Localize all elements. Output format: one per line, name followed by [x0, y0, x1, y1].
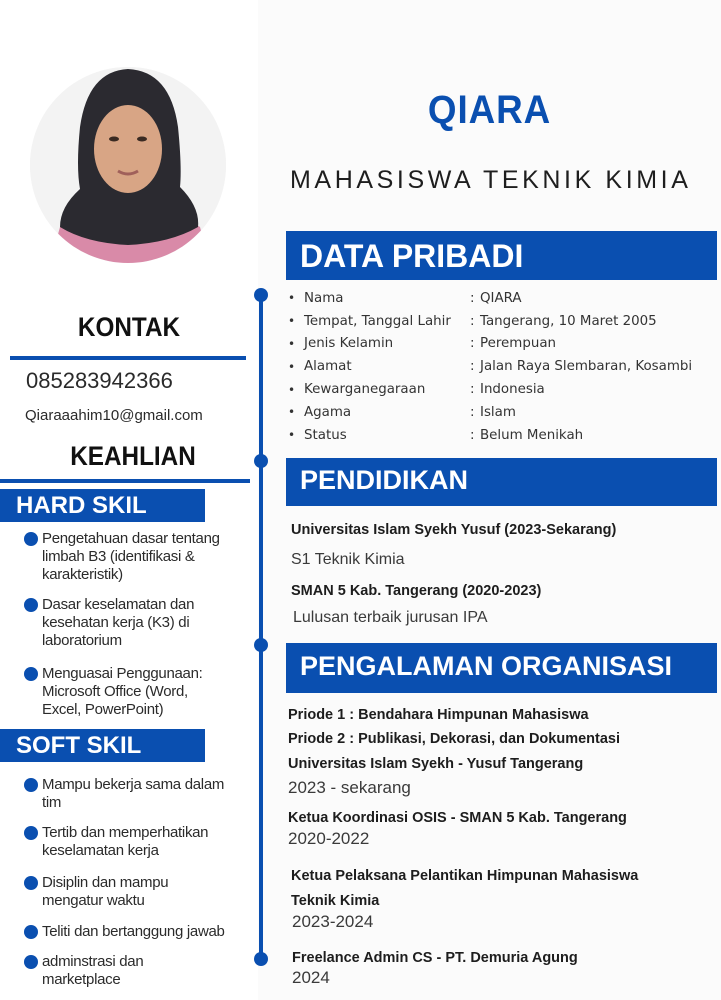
organization-line: Teknik Kimia	[291, 893, 380, 909]
organization-period: 2023-2024	[292, 912, 374, 931]
field-value: Tangerang, 10 Maret 2005	[480, 313, 657, 329]
bullet-dot-icon	[24, 778, 38, 792]
organization-line: Freelance Admin CS - PT. Demuria Agung	[292, 950, 578, 966]
separator: :	[470, 427, 475, 443]
phone-number: 085283942366	[26, 368, 173, 393]
timeline-dot-icon	[254, 288, 268, 302]
personal-data-row	[288, 424, 692, 447]
field-value: Indonesia	[480, 382, 545, 398]
bullet-icon: •	[288, 428, 296, 443]
soft-skill-item	[24, 824, 208, 860]
personal-data-row	[288, 333, 692, 356]
bullet-dot-icon	[24, 598, 38, 612]
education-school: Universitas Islam Syekh Yusuf (2023-Sekarang)	[291, 522, 617, 538]
profile-photo	[30, 67, 226, 263]
personal-data-row	[288, 287, 692, 310]
bullet-dot-icon	[24, 826, 38, 840]
skill-text: adminstrasi dan	[42, 953, 144, 970]
skill-text: kesehatan kerja (K3) di	[42, 614, 190, 631]
contact-divider	[10, 356, 246, 360]
email-address: Qiaraaahim10@gmail.com	[25, 407, 203, 424]
separator: :	[470, 404, 475, 420]
skill-text: Excel, PowerPoint)	[42, 701, 164, 718]
field-value: QIARA	[480, 290, 522, 306]
separator: :	[470, 290, 475, 306]
candidate-role: MAHASISWA TEKNIK KIMIA	[290, 166, 692, 194]
skill-text: Teliti dan bertanggung jawab	[42, 923, 225, 940]
bullet-icon: •	[288, 359, 296, 374]
field-label: Kewarganegaraan	[304, 382, 426, 398]
field-value: Jalan Raya Slembaran, Kosambi	[480, 359, 693, 375]
personal-data-heading: DATA PRIBADI	[286, 231, 717, 280]
organization-period: 2020-2022	[288, 829, 370, 848]
field-label: Status	[304, 427, 347, 443]
personal-data-list	[288, 287, 692, 447]
organization-line: Priode 1 : Bendahara Himpunan Mahasiswa	[288, 707, 589, 723]
skill-text: laboratorium	[42, 632, 122, 649]
skills-divider	[0, 479, 250, 483]
soft-skill-item	[24, 923, 225, 941]
organization-period: 2023 - sekarang	[288, 778, 411, 797]
organization-line: Priode 2 : Publikasi, Dekorasi, dan Dokumentasi	[288, 731, 620, 747]
bullet-icon: •	[288, 405, 296, 420]
bullet-dot-icon	[24, 667, 38, 681]
hard-skill-item	[24, 530, 220, 584]
field-label: Nama	[304, 290, 344, 306]
organization-heading: PENGALAMAN ORGANISASI	[286, 643, 717, 693]
bullet-dot-icon	[24, 955, 38, 969]
field-label: Alamat	[304, 359, 352, 375]
soft-skill-item	[24, 874, 168, 910]
skill-text: Microsoft Office (Word,	[42, 683, 188, 700]
organization-line: Ketua Koordinasi OSIS - SMAN 5 Kab. Tangerang	[288, 810, 627, 826]
skill-text: Disiplin dan mampu	[42, 874, 169, 891]
contact-heading: KONTAK	[77, 312, 181, 342]
skill-text: mengatur waktu	[42, 892, 145, 909]
skill-text: keselamatan kerja	[42, 842, 159, 859]
education-detail: S1 Teknik Kimia	[291, 551, 405, 568]
education-heading: PENDIDIKAN	[286, 458, 717, 506]
bullet-icon: •	[288, 314, 296, 329]
timeline-line	[259, 294, 263, 960]
skill-text: marketplace	[42, 971, 121, 988]
bullet-icon: •	[288, 382, 296, 397]
separator: :	[470, 313, 475, 329]
person-portrait-icon	[30, 67, 226, 263]
skill-text: tim	[42, 794, 62, 811]
skill-text: Dasar keselamatan dan	[42, 596, 195, 613]
education-school: SMAN 5 Kab. Tangerang (2020-2023)	[291, 583, 542, 599]
field-label: Jenis Kelamin	[304, 336, 394, 352]
skills-heading: KEAHLIAN	[70, 441, 196, 471]
field-value: Islam	[480, 404, 516, 420]
bullet-icon: •	[288, 291, 296, 306]
skill-text: Menguasai Penggunaan:	[42, 665, 203, 682]
organization-line: Ketua Pelaksana Pelantikan Himpunan Mahasiswa	[291, 868, 639, 884]
bullet-dot-icon	[24, 925, 38, 939]
separator: :	[470, 336, 475, 352]
separator: :	[470, 382, 475, 398]
soft-skill-item	[24, 776, 224, 812]
field-value: Perempuan	[480, 336, 557, 352]
organization-period: 2024	[292, 968, 330, 987]
bullet-dot-icon	[24, 876, 38, 890]
skill-text: karakteristik)	[42, 566, 123, 583]
soft-skills-heading: SOFT SKIL	[0, 729, 205, 762]
organization-line: Universitas Islam Syekh - Yusuf Tangerang	[288, 756, 584, 772]
field-value: Belum Menikah	[480, 427, 584, 443]
personal-data-row	[288, 378, 692, 401]
timeline-dot-icon	[254, 952, 268, 966]
hard-skill-item	[24, 596, 194, 650]
hard-skills-heading: HARD SKIL	[0, 489, 205, 522]
personal-data-row	[288, 310, 692, 333]
separator: :	[470, 359, 475, 375]
personal-data-row	[288, 355, 692, 378]
personal-data-row	[288, 401, 692, 424]
timeline-dot-icon	[254, 454, 268, 468]
skill-text: Tertib dan memperhatikan	[42, 824, 209, 841]
field-label: Agama	[304, 404, 352, 420]
skill-text: Pengetahuan dasar tentang	[42, 530, 220, 547]
bullet-icon: •	[288, 336, 296, 351]
skill-text: Mampu bekerja sama dalam	[42, 776, 225, 793]
candidate-name: QIARA	[427, 88, 552, 132]
bullet-dot-icon	[24, 532, 38, 546]
skill-text: limbah B3 (identifikasi &	[42, 548, 195, 565]
field-label: Tempat, Tanggal Lahir	[304, 313, 451, 329]
soft-skill-item	[24, 953, 143, 989]
timeline-dot-icon	[254, 638, 268, 652]
education-detail: Lulusan terbaik jurusan IPA	[293, 609, 488, 626]
hard-skill-item	[24, 665, 203, 719]
